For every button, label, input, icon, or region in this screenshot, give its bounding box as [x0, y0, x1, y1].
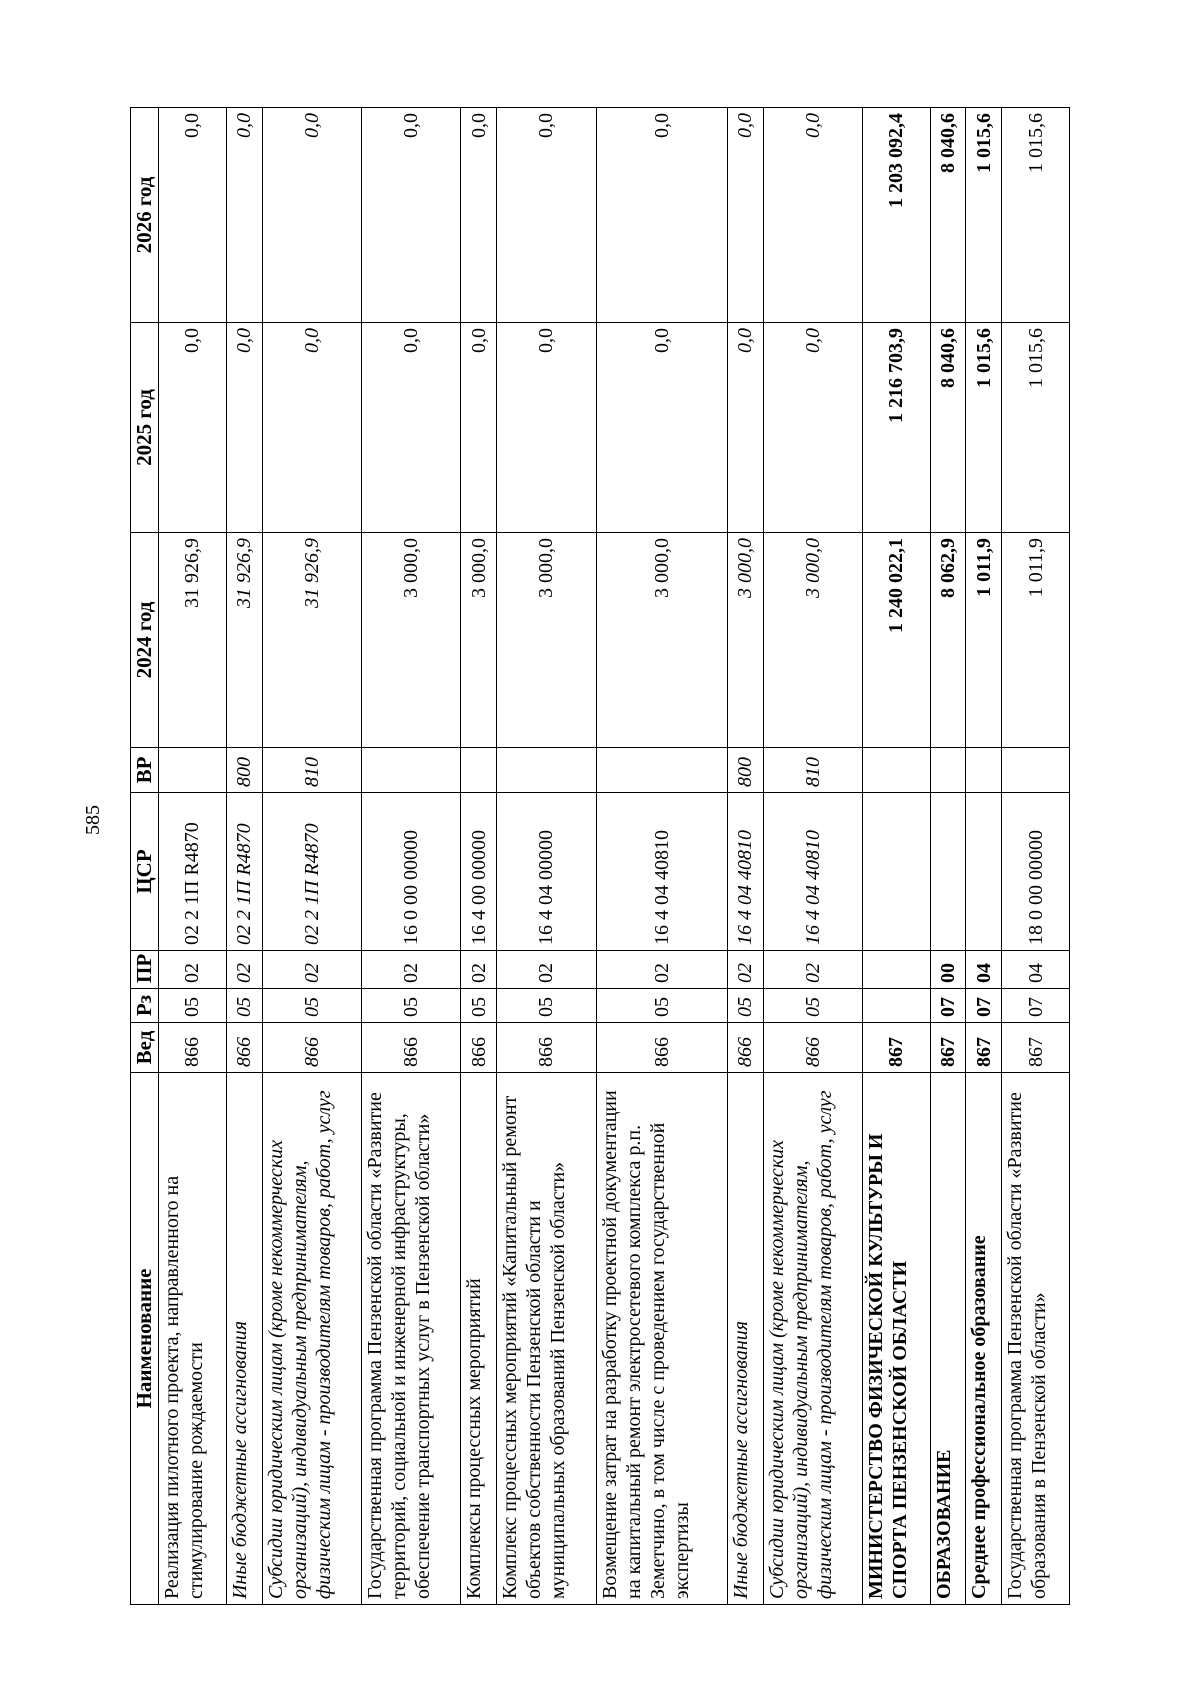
- cell-ved: 866: [461, 1023, 497, 1073]
- cell-y2024: 3 000,0: [497, 533, 596, 748]
- cell-vr: [362, 748, 461, 793]
- header-ved: Вед: [131, 1023, 159, 1073]
- cell-rz: 05: [461, 989, 497, 1023]
- cell-ved: 867: [1002, 1023, 1070, 1073]
- cell-csr: [966, 793, 1002, 951]
- cell-vr: 800: [226, 748, 262, 793]
- cell-rz: 05: [497, 989, 596, 1023]
- cell-pr: 02: [596, 951, 727, 989]
- cell-pr: 02: [763, 951, 862, 989]
- header-2026: 2026 год: [131, 108, 159, 323]
- cell-rz: 05: [226, 989, 262, 1023]
- cell-name: Комплекс процессных мероприятий «Капитальный ремонт объектов собственности Пензенской области и муниципальных образований Пензенской области»: [497, 1073, 596, 1605]
- table-row: [159, 108, 227, 1605]
- cell-y2026: 0,0: [362, 108, 461, 323]
- cell-rz: 05: [159, 989, 227, 1023]
- cell-pr: 00: [930, 951, 966, 989]
- cell-rz: 05: [763, 989, 862, 1023]
- cell-y2026: 8 040,6: [930, 108, 966, 323]
- cell-pr: 02: [727, 951, 763, 989]
- budget-table: [130, 107, 1070, 1605]
- cell-y2026: 0,0: [262, 108, 361, 323]
- header-2024: 2024 год: [131, 533, 159, 748]
- cell-vr: [966, 748, 1002, 793]
- cell-y2025: 8 040,6: [930, 323, 966, 533]
- table-row: [226, 108, 262, 1605]
- cell-y2026: 0,0: [159, 108, 227, 323]
- cell-csr: 16 4 04 40810: [727, 793, 763, 951]
- cell-name: Субсидии юридическим лицам (кроме некоммерческих организаций), индивидуальным предпринимателям, физическим лицам - производителям товаров, работ, услуг: [763, 1073, 862, 1605]
- cell-pr: 04: [966, 951, 1002, 989]
- cell-vr: 810: [262, 748, 361, 793]
- cell-name: ОБРАЗОВАНИЕ: [930, 1073, 966, 1605]
- cell-y2026: 1 203 092,4: [863, 108, 931, 323]
- cell-y2026: 0,0: [497, 108, 596, 323]
- cell-csr: 02 2 1П R4870: [262, 793, 361, 951]
- table-row: [763, 108, 862, 1605]
- cell-y2024: 3 000,0: [362, 533, 461, 748]
- cell-ved: 866: [159, 1023, 227, 1073]
- table-body: [159, 108, 1070, 1605]
- cell-csr: 16 4 04 40810: [596, 793, 727, 951]
- table-row: [262, 108, 361, 1605]
- cell-y2024: 8 062,9: [930, 533, 966, 748]
- cell-name: Среднее профессиональное образование: [966, 1073, 1002, 1605]
- cell-name: Государственная программа Пензенской области «Развитие образования в Пензенской области»: [1002, 1073, 1070, 1605]
- table-row: [1002, 108, 1070, 1605]
- cell-ved: 866: [262, 1023, 361, 1073]
- cell-csr: 18 0 00 00000: [1002, 793, 1070, 951]
- cell-y2026: 1 015,6: [966, 108, 1002, 323]
- cell-pr: 02: [159, 951, 227, 989]
- cell-vr: [596, 748, 727, 793]
- cell-pr: 02: [362, 951, 461, 989]
- cell-ved: 866: [362, 1023, 461, 1073]
- cell-vr: [1002, 748, 1070, 793]
- cell-csr: [863, 793, 931, 951]
- cell-name: МИНИСТЕРСТВО ФИЗИЧЕСКОЙ КУЛЬТУРЫ И СПОРТА ПЕНЗЕНСКОЙ ОБЛАСТИ: [863, 1073, 931, 1605]
- cell-y2024: 31 926,9: [226, 533, 262, 748]
- cell-ved: 867: [930, 1023, 966, 1073]
- cell-y2024: 3 000,0: [596, 533, 727, 748]
- cell-ved: 867: [863, 1023, 931, 1073]
- header-csr: ЦСР: [131, 793, 159, 951]
- cell-y2025: 0,0: [727, 323, 763, 533]
- cell-ved: 867: [966, 1023, 1002, 1073]
- cell-csr: [930, 793, 966, 951]
- cell-y2025: 1 015,6: [1002, 323, 1070, 533]
- cell-y2025: 0,0: [262, 323, 361, 533]
- cell-y2026: 0,0: [727, 108, 763, 323]
- cell-pr: 02: [497, 951, 596, 989]
- cell-name: Государственная программа Пензенской области «Развитие территорий, социальной и инженерной инфраструктуры, обеспечение транспортных услуг в Пензенской области»: [362, 1073, 461, 1605]
- table-row: [863, 108, 931, 1605]
- cell-vr: [159, 748, 227, 793]
- table-row: [966, 108, 1002, 1605]
- cell-y2026: 0,0: [461, 108, 497, 323]
- cell-csr: 02 2 1П R4870: [226, 793, 262, 951]
- cell-ved: 866: [226, 1023, 262, 1073]
- cell-y2025: 1 216 703,9: [863, 323, 931, 533]
- cell-pr: 02: [461, 951, 497, 989]
- cell-vr: 800: [727, 748, 763, 793]
- cell-csr: 16 4 04 40810: [763, 793, 862, 951]
- cell-ved: 866: [763, 1023, 862, 1073]
- cell-y2024: 3 000,0: [727, 533, 763, 748]
- cell-y2024: 31 926,9: [262, 533, 361, 748]
- cell-vr: [863, 748, 931, 793]
- cell-y2026: 0,0: [596, 108, 727, 323]
- cell-rz: 07: [966, 989, 1002, 1023]
- cell-rz: 05: [362, 989, 461, 1023]
- cell-name: Комплексы процессных мероприятий: [461, 1073, 497, 1605]
- cell-y2024: 1 240 022,1: [863, 533, 931, 748]
- cell-vr: [461, 748, 497, 793]
- cell-pr: 04: [1002, 951, 1070, 989]
- header-name: Наименование: [131, 1073, 159, 1605]
- header-rz: Рз: [131, 989, 159, 1023]
- cell-name: Субсидии юридическим лицам (кроме некоммерческих организаций), индивидуальным предпринимателям, физическим лицам - производителям товаров, работ, услуг: [262, 1073, 361, 1605]
- rotated-page-content: [130, 108, 1070, 1605]
- cell-y2025: 0,0: [497, 323, 596, 533]
- cell-y2025: 0,0: [362, 323, 461, 533]
- table-row: [727, 108, 763, 1605]
- cell-pr: 02: [226, 951, 262, 989]
- cell-y2025: 1 015,6: [966, 323, 1002, 533]
- cell-csr: 16 4 00 00000: [461, 793, 497, 951]
- cell-ved: 866: [727, 1023, 763, 1073]
- header-pr: ПР: [131, 951, 159, 989]
- cell-ved: 866: [596, 1023, 727, 1073]
- table-row: [461, 108, 497, 1605]
- cell-rz: 05: [727, 989, 763, 1023]
- cell-rz: 05: [262, 989, 361, 1023]
- table-row: [497, 108, 596, 1605]
- cell-y2025: 0,0: [763, 323, 862, 533]
- cell-ved: 866: [497, 1023, 596, 1073]
- cell-vr: [930, 748, 966, 793]
- cell-name: Иные бюджетные ассигнования: [727, 1073, 763, 1605]
- cell-y2024: 3 000,0: [763, 533, 862, 748]
- cell-name: Реализация пилотного проекта, направленного на стимулирование рождаемости: [159, 1073, 227, 1605]
- header-2025: 2025 год: [131, 323, 159, 533]
- table-header-row: [131, 108, 159, 1605]
- cell-pr: [863, 951, 931, 989]
- cell-y2025: 0,0: [159, 323, 227, 533]
- header-vr: ВР: [131, 748, 159, 793]
- cell-rz: [863, 989, 931, 1023]
- cell-rz: 05: [596, 989, 727, 1023]
- cell-y2025: 0,0: [461, 323, 497, 533]
- cell-vr: 810: [763, 748, 862, 793]
- table-row: [596, 108, 727, 1605]
- page-number: 585: [82, 805, 104, 835]
- cell-y2026: 0,0: [763, 108, 862, 323]
- cell-csr: 16 0 00 00000: [362, 793, 461, 951]
- cell-y2025: 0,0: [596, 323, 727, 533]
- cell-csr: 02 2 1П R4870: [159, 793, 227, 951]
- cell-pr: 02: [262, 951, 361, 989]
- cell-name: Возмещение затрат на разработку проектной документации на капитальный ремонт электросетевого комплекса р.п. Земетчино, в том числе с проведением государственной экспертизы: [596, 1073, 727, 1605]
- cell-y2026: 1 015,6: [1002, 108, 1070, 323]
- cell-y2025: 0,0: [226, 323, 262, 533]
- cell-name: Иные бюджетные ассигнования: [226, 1073, 262, 1605]
- cell-rz: 07: [930, 989, 966, 1023]
- cell-csr: 16 4 04 00000: [497, 793, 596, 951]
- table-row: [930, 108, 966, 1605]
- cell-rz: 07: [1002, 989, 1070, 1023]
- cell-y2024: 31 926,9: [159, 533, 227, 748]
- table-row: [362, 108, 461, 1605]
- cell-vr: [497, 748, 596, 793]
- cell-y2024: 3 000,0: [461, 533, 497, 748]
- cell-y2026: 0,0: [226, 108, 262, 323]
- cell-y2024: 1 011,9: [1002, 533, 1070, 748]
- cell-y2024: 1 011,9: [966, 533, 1002, 748]
